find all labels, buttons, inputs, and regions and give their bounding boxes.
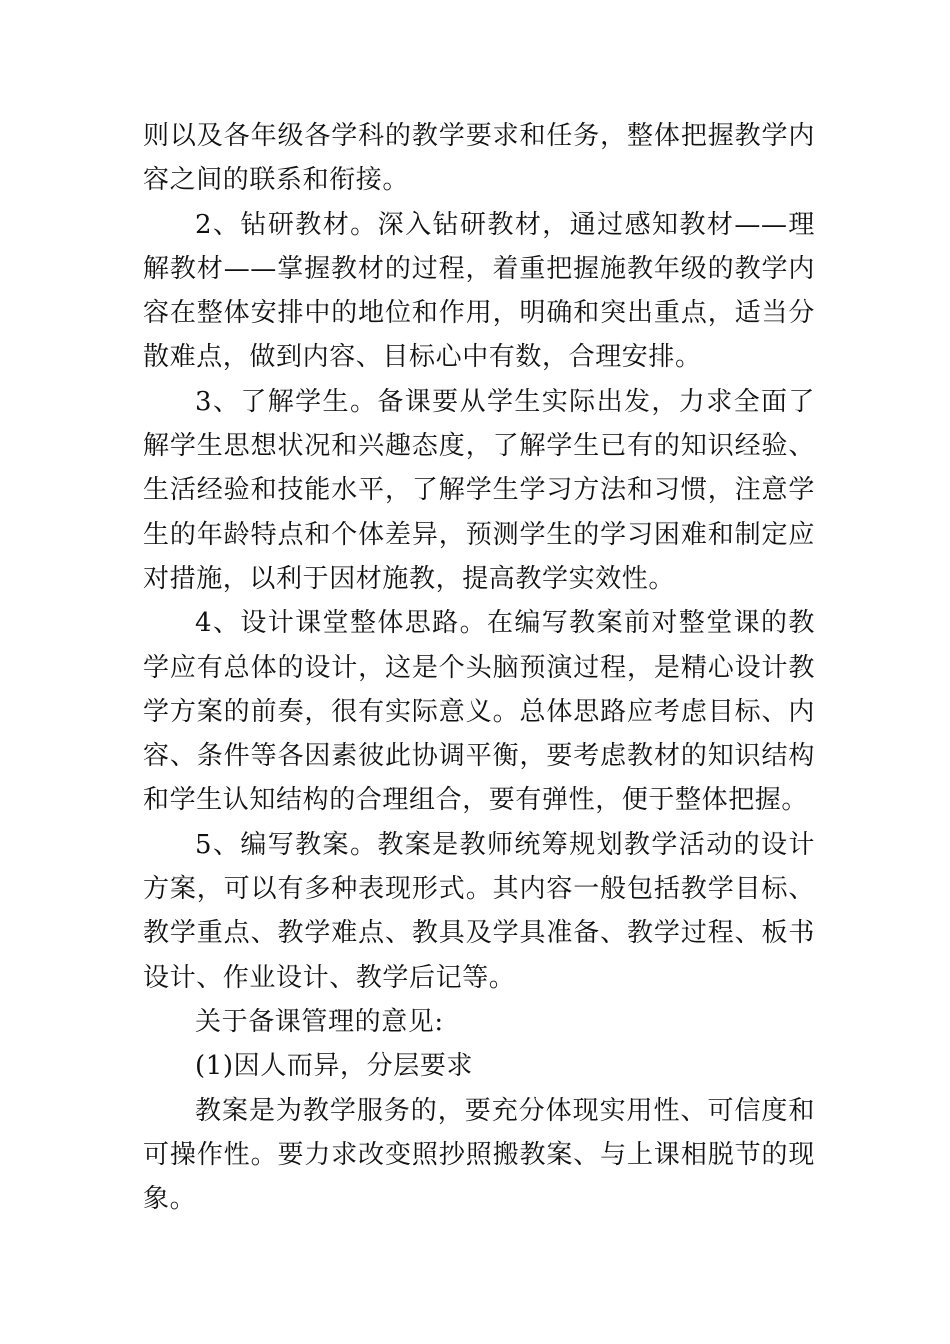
body-text [143, 114, 815, 1221]
paragraph-continuation: 则以及各年级各学科的教学要求和任务，整体把握教学内容之间的联系和衔接。 [143, 121, 815, 196]
paragraph-item-2: 2、钻研教材。深入钻研教材，通过感知教材——理解教材——掌握教材的过程，着重把握施教年级的教学内容在整体安排中的地位和作用，明确和突出重点，适当分散难点，做到内容、目标心中有数，合理安排。 [143, 209, 815, 373]
paragraph-item-5: 5、编写教案。教案是教师统筹规划教学活动的设计方案，可以有多种表现形式。其内容一般包括教学目标、教学重点、教学难点、教具及学具准备、教学过程、板书设计、作业设计、教学后记等。 [143, 829, 815, 993]
paragraph-lesson-plan: 教案是为教学服务的，要充分体现实用性、可信度和可操作性。要力求改变照抄照搬教案、与上课相脱节的现象。 [143, 1095, 815, 1215]
paragraph-item-4: 4、设计课堂整体思路。在编写教案前对整堂课的教学应有总体的设计，这是个头脑预演过程，是精心设计教学方案的前奏，很有实际意义。总体思路应考虑目标、内容、条件等各因素彼此协调平衡，要考虑教材的知识结构和学生认知结构的合理组合，要有弹性，便于整体把握。 [143, 608, 815, 816]
subheading-1: (1)因人而异，分层要求 [195, 1051, 474, 1082]
paragraph-item-3: 3、了解学生。备课要从学生实际出发，力求全面了解学生思想状况和兴趣态度，了解学生已有的知识经验、生活经验和技能水平，了解学生学习方法和习惯，注意学生的年龄特点和个体差异，预测学生的学习困难和制定应对措施，以利于因材施教，提高教学实效性。 [143, 386, 815, 594]
section-heading: 关于备课管理的意见: [195, 1006, 444, 1037]
